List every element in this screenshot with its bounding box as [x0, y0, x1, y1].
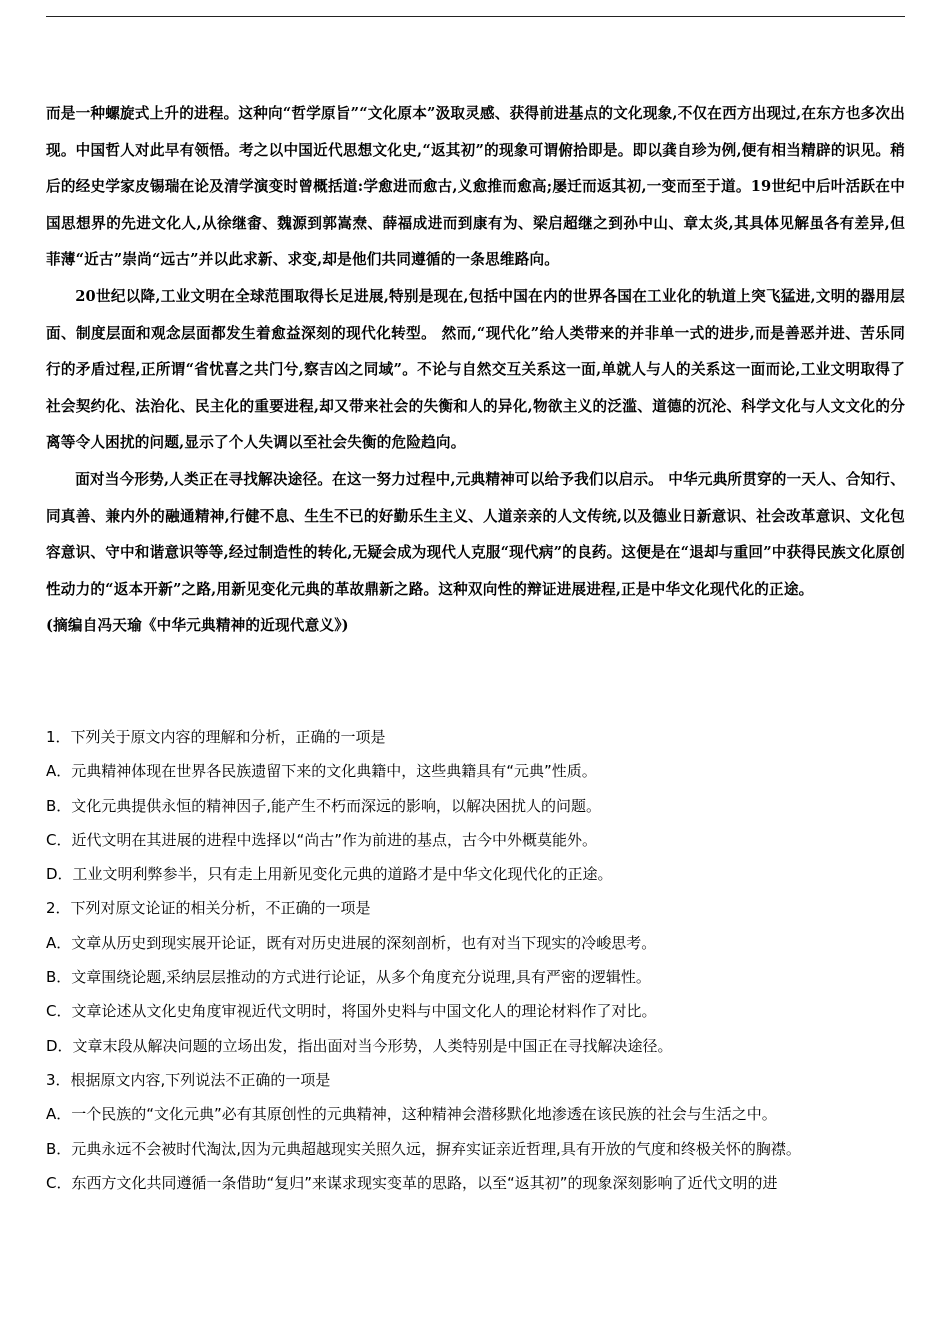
question-2-option-c: C．文章论述从文化史角度审视近代文明时，将国外史料与中国文化人的理论材料作了对比。	[46, 1002, 657, 1021]
question-1-option-c: C．近代文明在其进展的进程中选择以“尚古”作为前进的基点，古今中外概莫能外。	[46, 830, 598, 849]
question-3-option-c: C．东西方文化共同遵循一条借助“复归”来谋求现实变革的思路，以至“返其初”的现象深刻影响了近代文明的进	[46, 1173, 778, 1192]
question-1-stem: 1．下列关于原文内容的理解和分析，正确的一项是	[46, 728, 386, 746]
question-3-option-a: A．一个民族的“文化元典”必有其原创性的元典精神，这种精神会潜移默化地渗透在该民族的社会与生活之中。	[46, 1105, 777, 1124]
header-rule	[46, 16, 905, 17]
reading-passage	[46, 96, 905, 645]
question-3-stem: 3．根据原文内容,下列说法不正确的一项是	[46, 1070, 331, 1089]
question-1-option-d: D．工业文明利弊参半，只有走上用新见变化元典的道路才是中华文化现代化的正途。	[46, 865, 613, 884]
question-2-stem: 2．下列对原文论证的相关分析，不正确的一项是	[46, 899, 371, 918]
question-2-option-a: A．文章从历史到现实展开论证，既有对历史进展的深刻剖析，也有对当下现实的冷峻思考。	[46, 933, 657, 952]
questions-section	[46, 720, 926, 1200]
passage-source: (摘编自冯天瑜《中华元典精神的近现代意义》)	[46, 617, 349, 635]
passage-paragraph-2: 20世纪以降,工业文明在全球范围取得长足进展,特别是现在,包括中国在内的世界各国在工业化的轨道上突飞猛进,文明的器用层面、制度层面和观念层面都发生着愈益深刻的现代化转型。 然而,“现代化”给人类带来的并非单一式的进步,而是善恶并进、苦乐同行的矛盾过程,正所谓“省忧喜之共门兮,察吉凶之同域”。不论与自然交互关系这一面,单就人与人的关系这一面而论,工业文明取得了社会契约化、法治化、民主化的重要进程,却又带来社会的失衡和人的异化,物欲主义的泛滥、道德的沉沦、科学文化与人文文化的分离等令人困扰的问题,显示了个人失调以至社会失衡的危险趋向。	[46, 287, 905, 452]
question-1-option-a: A．元典精神体现在世界各民族遗留下来的文化典籍中，这些典籍具有“元典”性质。	[46, 762, 597, 781]
question-2-option-b: B．文章围绕论题,采纳层层推动的方式进行论证，从多个角度充分说理,具有严密的逻辑性。	[46, 968, 651, 987]
passage-paragraph-3: 面对当今形势,人类正在寻找解决途径。在这一努力过程中,元典精神可以给予我们以启示。 中华元典所贯穿的一天人、合知行、同真善、兼内外的融通精神,行健不息、生生不已的好勤乐生主义、人道亲亲的人文传统,以及德业日新意识、社会改革意识、文化包容意识、守中和谐意识等等,经过制造性的转化,无疑会成为现代人克服“现代病”的良药。这便是在“退却与重回”中获得民族文化原创性动力的“返本开新”之路,用新见变化元典的革故鼎新之路。这种双向性的辩证进展进程,正是中华文化现代化的正途。	[46, 470, 905, 598]
question-2-option-d: D．文章末段从解决问题的立场出发，指出面对当今形势，人类特别是中国正在寻找解决途径。	[46, 1036, 673, 1055]
question-3-option-b: B．元典永远不会被时代淘汰,因为元典超越现实关照久远，摒弃实证亲近哲理,具有开放的气度和终极关怀的胸襟。	[46, 1139, 801, 1158]
question-1-option-b: B．文化元典提供永恒的精神因子,能产生不朽而深远的影响，以解决困扰人的问题。	[46, 796, 602, 815]
passage-paragraph-1: 而是一种螺旋式上升的进程。这种向“哲学原旨”“文化原本”汲取灵感、获得前进基点的文化现象,不仅在西方出现过,在东方也多次出现。中国哲人对此早有领悟。考之以中国近代思想文化史,“返其初”的现象可谓俯拾即是。即以龚自珍为例,便有相当精辟的识见。稍后的经史学家皮锡瑞在论及清学演变时曾概括道:学愈进而愈古,义愈推而愈高;屡迁而返其初,一变而至于道。19世纪中后叶活跃在中国思想界的先进文化人,从徐继畬、魏源到郭嵩焘、薛福成进而到康有为、梁启超继之到孙中山、章太炎,其具体见解虽各有差异,但菲薄“近古”崇尚“远古”并以此求新、求变,却是他们共同遵循的一条思维路向。	[46, 105, 905, 269]
